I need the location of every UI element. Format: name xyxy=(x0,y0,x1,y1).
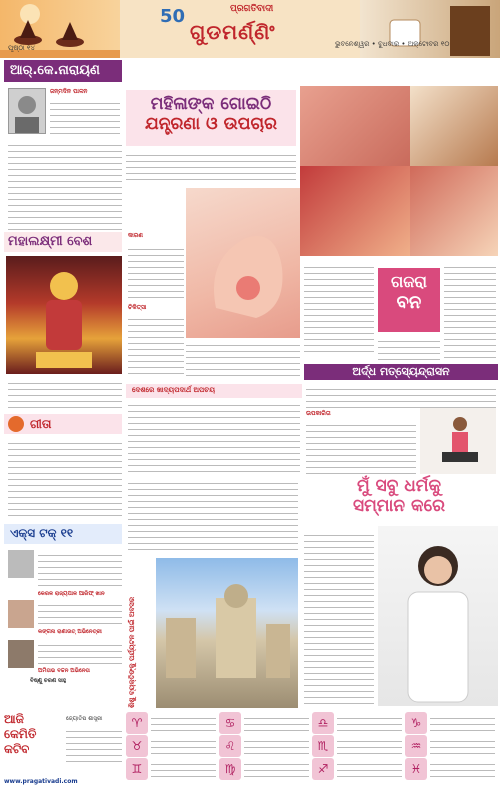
horoscope-cell xyxy=(312,712,403,734)
mahalaxmi-text xyxy=(8,378,122,412)
news-header xyxy=(126,384,302,398)
deity-photo xyxy=(6,256,122,374)
footer-signature: ବିଷ୍ଣୁ ଚରଣ ସାହୁ xyxy=(30,678,67,684)
gajara-text-1 xyxy=(304,262,374,352)
zodiac-sign-icon: ♐ xyxy=(312,758,334,780)
news-title: ଦେଶରେ ଖାଦ୍ୟପଦାର୍ଥ ଅପଚୟ xyxy=(132,386,216,394)
horoscope-text xyxy=(244,713,309,733)
astrologer-name: ଜ୍ୟୋତିଷ ଶାସ୍ତ୍ରୀ xyxy=(66,716,103,722)
anniversary-badge: 50 xyxy=(160,6,186,27)
horoscope-cell xyxy=(405,712,496,734)
horoscope-cell xyxy=(126,712,217,734)
gajara-photo-2 xyxy=(410,86,498,166)
building-icon xyxy=(156,558,298,708)
horoscope-cell xyxy=(312,735,403,757)
horoscope-cell xyxy=(126,735,217,757)
tweet-name-1: କେରଳ ରାଜ୍ୟପାଳ ଆରିଫ୍ ଖାନ xyxy=(38,591,105,597)
treatment-text xyxy=(128,314,184,376)
horoscope-text xyxy=(244,759,309,779)
yoga-pose-icon xyxy=(420,408,496,474)
horoscope-text xyxy=(430,759,495,779)
author-text-block xyxy=(50,98,120,136)
tweet-name-3: ଅମିତାଭ ବଚ୍ଚନ ଅଭିନେତା xyxy=(38,668,90,674)
headline-line1: ମହିଳାଙ୍କ ଗୋଇଠି xyxy=(150,94,272,114)
gajara-text-3 xyxy=(444,262,496,362)
masthead-decor-image xyxy=(360,0,500,58)
horoscope-cell xyxy=(312,758,403,780)
horoscope-text xyxy=(337,736,402,756)
horoscope-cell xyxy=(405,735,496,757)
section-treatment: ଚିକିତ୍ସା xyxy=(128,304,147,311)
headline-box xyxy=(126,90,296,146)
author-article-text xyxy=(8,140,122,230)
gajara-title-box xyxy=(378,268,440,332)
zodiac-sign-icon: ♌ xyxy=(219,735,241,757)
masthead-banner xyxy=(0,0,500,58)
gita-header xyxy=(4,414,122,434)
travel-label-box xyxy=(128,558,154,708)
tweet-header xyxy=(4,524,122,544)
astrologer-text xyxy=(66,726,122,766)
masthead-title: ଗୁଡମର୍ଣ୍ଣିଂ xyxy=(190,20,276,44)
zodiac-sign-icon: ♓ xyxy=(405,758,427,780)
travel-photo xyxy=(156,558,298,708)
gajara-title-2: ବନ xyxy=(396,292,422,313)
horoscope-text xyxy=(151,759,216,779)
tweet-text-1 xyxy=(38,550,122,590)
horoscope-cell xyxy=(219,712,310,734)
cup-icon xyxy=(360,0,500,58)
horoscope-cell xyxy=(405,758,496,780)
horoscope-title-2: କେମିତି xyxy=(4,727,37,741)
ardha-benefits-text xyxy=(306,420,416,474)
horoscope-text xyxy=(151,713,216,733)
ardha-title: ଅର୍ଦ୍ଧ ମତ୍ସ୍ୟେନ୍ଦ୍ରାସନ xyxy=(352,365,450,378)
tweet-name-2: କଙ୍ଗନା ରାଣାଉତ୍ ଅଭିନେତ୍ରୀ xyxy=(38,629,102,635)
horoscope-grid xyxy=(126,712,498,782)
page-number: ପୃଷ୍ଠା ୧୪ xyxy=(8,44,36,52)
headline-intro xyxy=(126,150,296,184)
mahalaxmi-title: ମହାଲକ୍ଷ୍ମୀ ବେଶ xyxy=(8,234,93,249)
zodiac-sign-icon: ♒ xyxy=(405,735,427,757)
gajara-photo-1 xyxy=(300,86,410,166)
horoscope-text xyxy=(151,736,216,756)
actress-photo xyxy=(378,526,498,706)
zodiac-sign-icon: ♍ xyxy=(219,758,241,780)
headline-line2: ଯନ୍ତ୍ରଣା ଓ ଉପଚାର xyxy=(145,114,277,134)
cause-text xyxy=(128,244,184,300)
horoscope-text xyxy=(430,713,495,733)
horoscope-text xyxy=(430,736,495,756)
section-cause: କାରଣ xyxy=(128,232,143,239)
horoscope-title-box xyxy=(4,712,64,782)
author-portrait xyxy=(8,88,46,134)
foot-icon xyxy=(186,188,300,338)
gajara-photo-4 xyxy=(410,166,498,256)
actress-icon xyxy=(378,526,498,706)
tweet-avatar-2 xyxy=(8,600,34,628)
heel-photo xyxy=(186,188,300,338)
interview-intro-text xyxy=(128,478,298,554)
tweet-avatar-1 xyxy=(8,550,34,578)
zodiac-sign-icon: ♉ xyxy=(126,735,148,757)
horoscope-title-1: ଆଜି xyxy=(4,712,24,726)
tweet-text-3 xyxy=(38,640,122,666)
tweet-avatar-3 xyxy=(8,640,34,668)
horoscope-cell xyxy=(219,758,310,780)
author-subtitle: ଜନ୍ମଦିନ ପାଳନ xyxy=(50,88,88,95)
ardha-intro xyxy=(306,384,496,408)
horoscope-cell xyxy=(126,758,217,780)
author-title: ଆର୍.କେ.ନାରାୟଣ xyxy=(10,63,100,78)
tweet-title: ଏକ୍ସ ଟକ୍ ୧୧ xyxy=(10,526,74,540)
yoga-pose-photo xyxy=(420,408,496,474)
gita-text xyxy=(8,438,122,520)
horoscope-text xyxy=(337,759,402,779)
author-section-header xyxy=(4,60,122,82)
zodiac-sign-icon: ♈ xyxy=(126,712,148,734)
footer-website: www.pragativadi.com xyxy=(4,778,78,785)
mahalaxmi-header xyxy=(4,232,122,252)
gajara-text-2 xyxy=(378,336,440,362)
deity-icon xyxy=(6,256,122,374)
gajara-title-1: ଗଜରା xyxy=(390,272,428,291)
travel-label: ଶିଶୁ ବ୍ୟକ୍ତିଙ୍କୁ ପର୍ଯ୍ୟଟନ ପାଇଁ ଅବସର xyxy=(128,596,136,708)
zodiac-sign-icon: ♎ xyxy=(312,712,334,734)
zodiac-sign-icon: ♋ xyxy=(219,712,241,734)
sammaan-title-1: ମୁଁ ସବୁ ଧର୍ମକୁ xyxy=(356,476,442,496)
ardha-benefits-label: ଉପକାରିତା xyxy=(306,410,331,417)
tweet-text-2 xyxy=(38,600,122,628)
zodiac-sign-icon: ♊ xyxy=(126,758,148,780)
interview-text-right xyxy=(304,530,374,708)
brand-tag: ପ୍ରଗତିବାଦୀ xyxy=(230,4,274,14)
horoscope-title-3: କଟିବ xyxy=(4,742,30,756)
sammaan-header xyxy=(300,476,498,526)
horoscope-cell xyxy=(219,735,310,757)
gita-title: ଗୀତା xyxy=(30,416,52,431)
ardha-header xyxy=(304,364,498,380)
dateline: ଭୁବନେଶ୍ୱର • ବୁଧବାର • ଅକ୍ଟୋବର ୧୦ xyxy=(335,40,450,48)
chakra-icon xyxy=(8,416,24,432)
heel-text-right xyxy=(186,340,300,378)
news-text xyxy=(128,400,300,472)
horoscope-text xyxy=(337,713,402,733)
horoscope-text xyxy=(244,736,309,756)
zodiac-sign-icon: ♑ xyxy=(405,712,427,734)
sammaan-title-2: ସମ୍ମାନ କରେ xyxy=(353,496,445,516)
portrait-icon xyxy=(9,89,45,133)
gajara-photo-3 xyxy=(300,166,410,256)
zodiac-sign-icon: ♏ xyxy=(312,735,334,757)
